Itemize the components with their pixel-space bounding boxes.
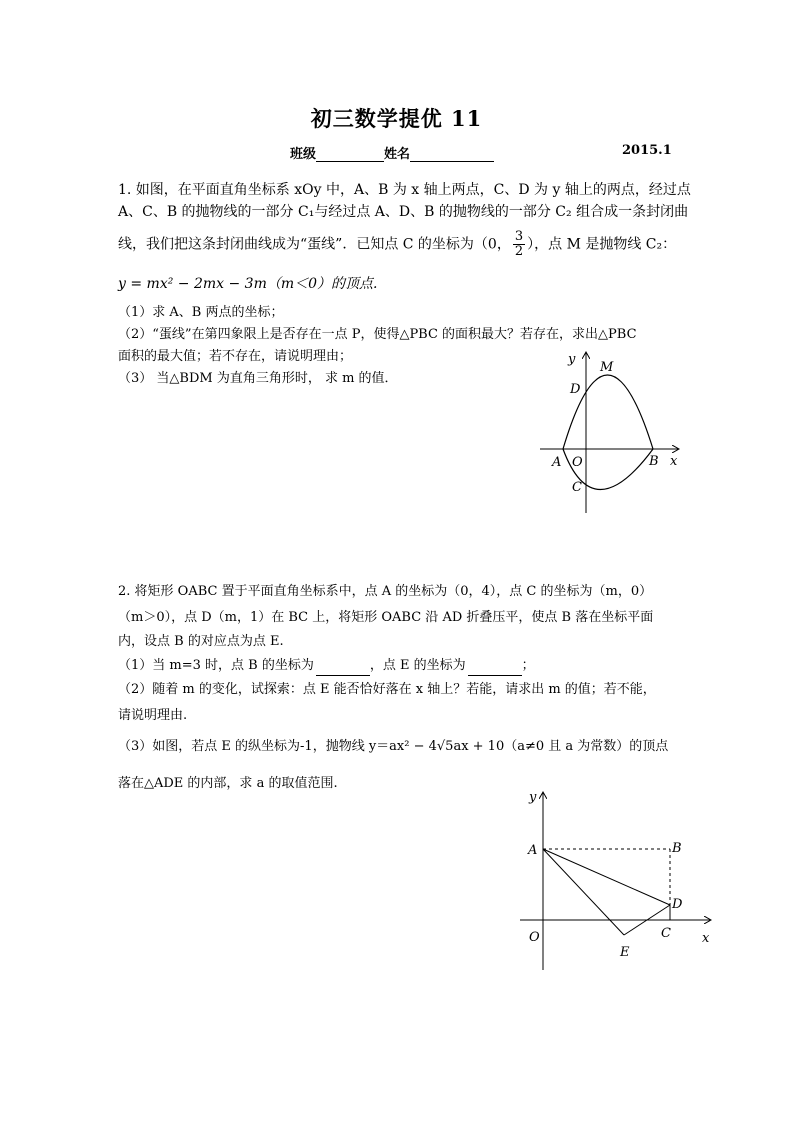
label-E: E: [620, 945, 630, 960]
q1-part-2b: 面积的最大值；若不存在，请说明理由；: [118, 349, 353, 364]
label-M: M: [600, 360, 614, 375]
q1-line-3b: ），点 M 是抛物线 C₂：: [527, 236, 677, 253]
q2-part-1a: （1）当 m=3 时，点 B 的坐标为: [118, 658, 314, 673]
class-blank: [316, 147, 384, 162]
label-D: D: [672, 897, 683, 912]
q2-part-1b: ，点 E 的坐标为: [369, 658, 466, 673]
q2-part-2b: 请说明理由.: [118, 708, 188, 723]
q1-part-3: （3） 当△BDM 为直角三角形时， 求 m 的值．: [118, 371, 398, 386]
label-O: O: [572, 455, 583, 470]
q2-part-3b: 落在△ADE 的内部，求 a 的取值范围.: [118, 776, 338, 791]
label-A: A: [528, 843, 538, 858]
name-blank: [410, 147, 494, 162]
label-x: x: [670, 454, 678, 469]
label-A: A: [552, 455, 562, 470]
fraction-3-2: [513, 230, 525, 259]
q1-line-3a: 线，我们把这条封闭曲线成为“蛋线”．已知点 C 的坐标为（0，: [118, 236, 511, 253]
q1-part-2a: （2）“蛋线”在第四象限上是否存在一点 P，使得△PBC 的面积最大？若存在，求出△PBC: [118, 327, 637, 342]
q2-part-3a: （3）如图，若点 E 的纵坐标为-1，抛物线 y＝ax² − 4√5ax + 10（a≠0 且 a 为常数）的顶点: [118, 739, 669, 754]
q1-part-1: （1）求 A、B 两点的坐标；: [118, 305, 284, 320]
q2-rectangle-fold-figure: [520, 785, 720, 975]
q2-line-1: 2. 将矩形 OABC 置于平面直角坐标系中，点 A 的坐标为（0，4），点 C 的坐标为（m，0）: [118, 584, 653, 599]
label-x: x: [702, 931, 710, 946]
answer-blank-b: [316, 661, 370, 676]
q2-line-2: （m＞0），点 D（m，1）在 BC 上，将矩形 OABC 沿 AD 折叠压平，使点 B 落在坐标平面: [118, 610, 654, 625]
q2-line-3: 内，设点 B 的对应点为点 E.: [118, 634, 284, 649]
segment-AD: [543, 849, 670, 905]
label-B: B: [672, 841, 682, 856]
label-C: C: [572, 480, 582, 495]
date: 2015.1: [622, 143, 672, 158]
q1-formula: y = mx² − 2mx − 3m（m＜0）的顶点.: [118, 276, 378, 292]
label-D: D: [570, 382, 581, 397]
class-name-field: [290, 143, 494, 162]
q1-line-2: A、C、B 的抛物线的一部分 C₁与经过点 A、D、B 的抛物线的一部分 C₂ 组合成一条封闭曲: [118, 204, 689, 220]
label-O: O: [529, 930, 540, 945]
q1-line-1: 1. 如图，在平面直角坐标系 xOy 中，A、B 为 x 轴上两点，C、D 为 y 轴上的两点，经过点: [118, 182, 691, 198]
label-B: B: [649, 454, 659, 469]
q2-part-1c: ；: [521, 658, 535, 673]
label-y: y: [568, 352, 576, 367]
fraction-numerator: 3: [514, 229, 524, 244]
q2-part-1: [118, 656, 535, 676]
q2-part-2a: （2）随着 m 的变化，试探索：点 E 能否恰好落在 x 轴上？若能，请求出 m 的值；若不能，: [118, 682, 656, 697]
q1-line-3: [118, 230, 676, 259]
name-label: 姓名: [384, 147, 411, 162]
page-title: 初三数学提优 11: [310, 106, 483, 131]
answer-blank-e: [468, 661, 522, 676]
class-label: 班级: [290, 147, 317, 162]
label-y: y: [529, 790, 537, 805]
q1-egg-curve-figure: [530, 345, 690, 520]
segment-AE: [543, 849, 624, 935]
label-C: C: [661, 926, 671, 941]
fraction-denominator: 2: [514, 244, 524, 259]
